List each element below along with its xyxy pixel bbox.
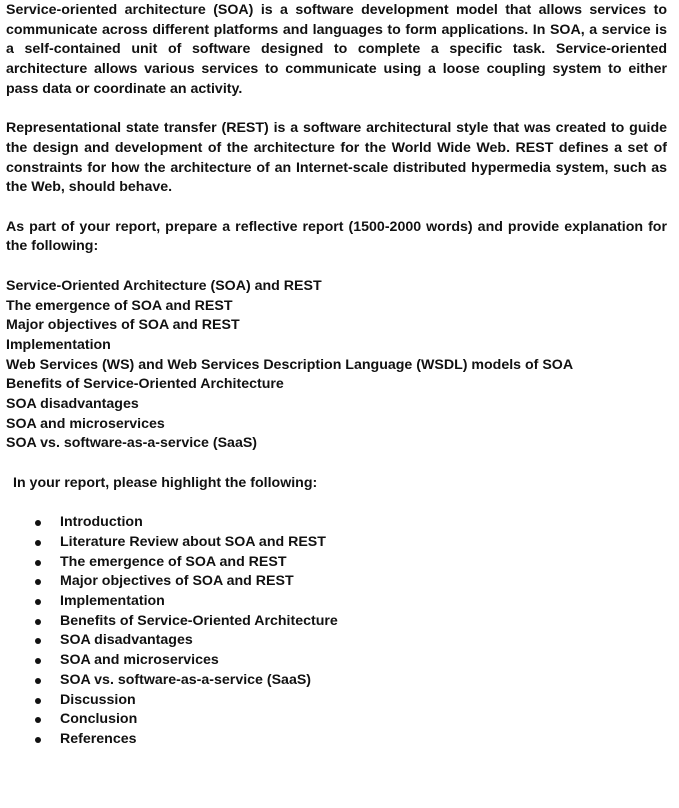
topic-line: SOA vs. software-as-a-service (SaaS)	[6, 435, 258, 452]
bullet-icon	[35, 619, 41, 625]
bullet-icon	[35, 520, 41, 526]
paragraph-soa-definition: Service-oriented architecture (SOA) is a software development model that allows services to communicate across different platforms and languages to form applications. In SOA, a service is a self-contained unit of software designed to complete a specific task. Service-oriented architecture allows various services to communicate using a loose coupling system to either pass data or coordinate an activity.	[6, 2, 667, 97]
bullet-icon	[35, 678, 41, 684]
list-item	[6, 553, 667, 573]
bullet-icon	[35, 638, 41, 644]
list-item	[6, 572, 667, 592]
list-item-label: Discussion	[60, 691, 136, 708]
list-item	[6, 592, 667, 612]
list-item-label: Benefits of Service-Oriented Architecture	[60, 612, 338, 629]
topic-line: Implementation	[6, 336, 111, 353]
topic-line: Web Services (WS) and Web Services Description Language (WSDL) models of SOA	[6, 356, 574, 373]
topic-line: SOA and microservices	[6, 415, 165, 432]
list-item	[6, 671, 667, 691]
highlight-list	[6, 513, 667, 749]
list-item	[6, 710, 667, 730]
bullet-icon	[35, 658, 41, 664]
spacer	[6, 198, 667, 218]
highlight-intro: In your report, please highlight the following:	[13, 474, 318, 491]
list-item-label: Literature Review about SOA and REST	[60, 533, 326, 550]
list-item	[6, 513, 667, 533]
paragraph-report-instructions: As part of your report, prepare a reflective report (1500-2000 words) and provide explanation for the following:	[6, 218, 667, 255]
list-item-label: The emergence of SOA and REST	[60, 553, 287, 570]
list-item-label: Implementation	[60, 593, 165, 610]
bullet-icon	[35, 698, 41, 704]
list-item-label: SOA vs. software-as-a-service (SaaS)	[60, 671, 312, 688]
bullet-icon	[35, 717, 41, 723]
spacer	[6, 494, 667, 514]
topic-line: Major objectives of SOA and REST	[6, 317, 240, 334]
list-item-label: SOA disadvantages	[60, 632, 193, 649]
bullet-icon	[35, 599, 41, 605]
topic-list	[6, 277, 667, 454]
list-item	[6, 651, 667, 671]
list-item	[6, 631, 667, 651]
bullet-icon	[35, 560, 41, 566]
list-item	[6, 730, 667, 750]
bullet-icon	[35, 737, 41, 743]
topic-line: Service-Oriented Architecture (SOA) and REST	[6, 277, 322, 294]
spacer	[6, 454, 667, 474]
list-item-label: SOA and microservices	[60, 652, 219, 669]
list-item	[6, 691, 667, 711]
list-item-label: Introduction	[60, 514, 143, 531]
topic-line: Benefits of Service-Oriented Architecture	[6, 376, 284, 393]
document-body	[6, 1, 667, 750]
list-item-label: Conclusion	[60, 711, 138, 728]
topic-line: The emergence of SOA and REST	[6, 297, 233, 314]
list-item-label: References	[60, 730, 137, 747]
list-item-label: Major objectives of SOA and REST	[60, 573, 294, 590]
paragraph-rest-definition: Representational state transfer (REST) is a software architectural style that was created to guide the design and development of the architecture for the World Wide Web. REST defines a set of constraints for how the architecture of an Internet-scale distributed hypermedia system, such as the Web, should behave.	[6, 120, 667, 196]
topic-line: SOA disadvantages	[6, 396, 139, 413]
bullet-icon	[35, 540, 41, 546]
spacer	[6, 100, 667, 120]
spacer	[6, 257, 667, 277]
list-item	[6, 612, 667, 632]
bullet-icon	[35, 579, 41, 585]
list-item	[6, 533, 667, 553]
